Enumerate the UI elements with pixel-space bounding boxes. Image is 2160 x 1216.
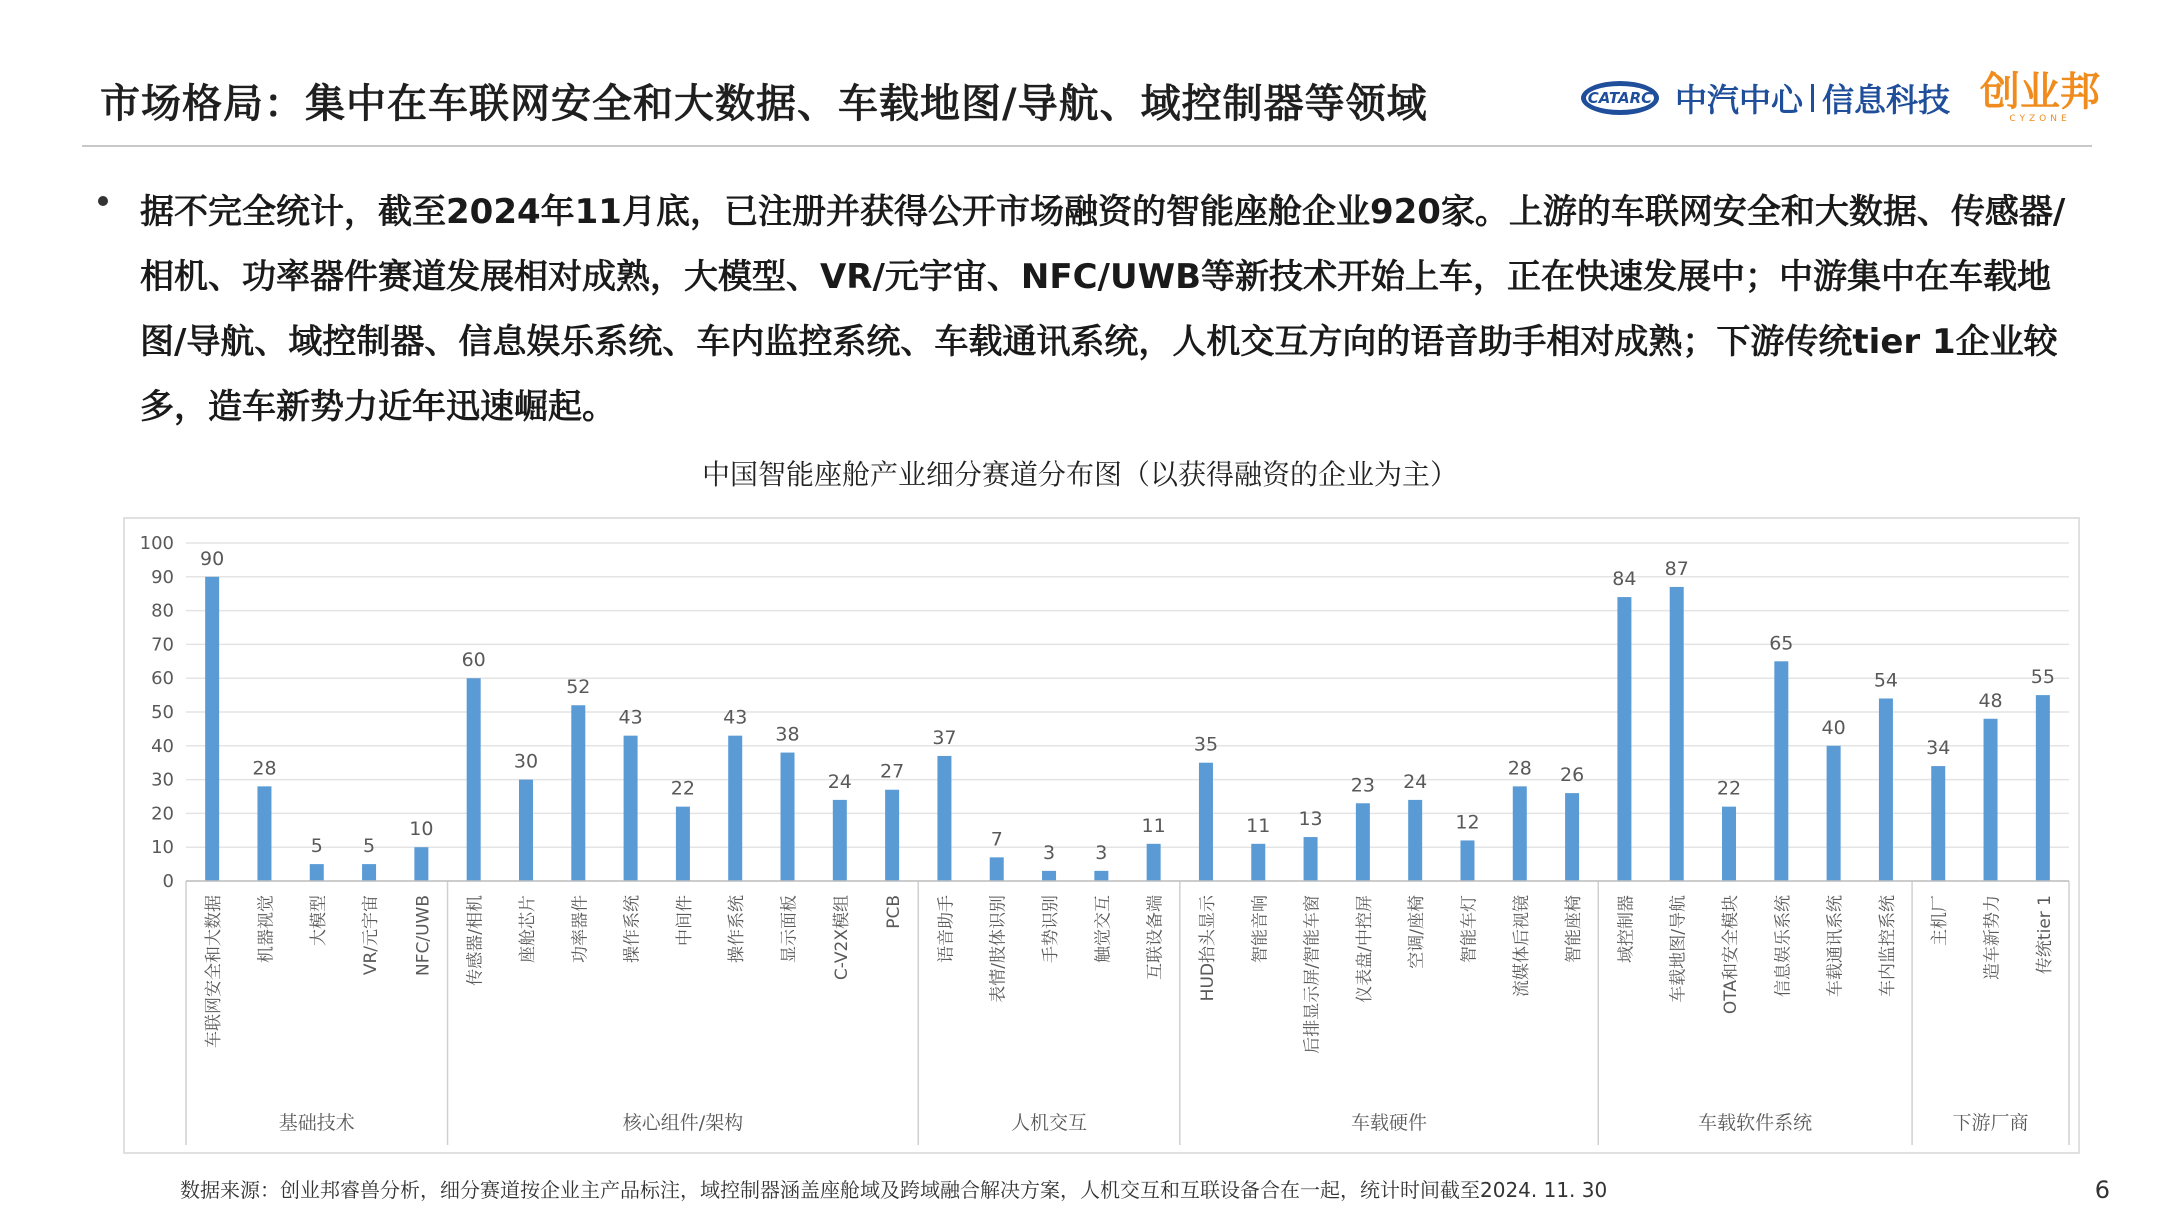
catarc-logo: CATARC [1581,81,1659,115]
data-label: 10 [409,818,434,841]
bar [1931,766,1945,881]
bar [1408,800,1422,881]
category-label: OTA和安全模块 [1721,895,1742,1015]
data-label: 7 [990,828,1003,851]
bar [937,756,951,881]
group-label: 车载硬件 [1351,1112,1428,1134]
data-label: 48 [1978,689,2003,712]
category-label: 机器视觉 [256,895,277,963]
data-label: 60 [461,649,486,672]
bar [571,705,585,881]
category-label: 主机厂 [1930,895,1951,946]
category-label: 功率器件 [570,895,591,963]
category-label: VR/元宇宙 [361,895,382,976]
bar [990,857,1004,881]
data-label: 43 [723,706,748,729]
category-label: HUD抬头显示 [1197,895,1218,1002]
brand-area [1581,70,2100,126]
bar [1722,807,1736,881]
page-number: 6 [2094,1176,2110,1204]
category-label: 信息娱乐系统 [1773,895,1794,997]
data-label: 43 [618,706,643,729]
category-label: 座舱芯片 [517,895,538,963]
summary-paragraph: 据不完全统计，截至2024年11月底，已注册并获得公开市场融资的智能座舱企业920家。上游的车联网安全和大数据、传感器/相机、功率器件赛道发展相对成熟，大模型、VR/元宇宙、NFC/UWB等新技术开始上车，正在快速发展中；中游集中在车载地图/导航、域控制器、信息娱乐系统、车内监控系统、车载通讯系统，人机交互方向的语音助手相对成熟；下游传统tier 1企业较多，造车新势力近年迅速崛起。 [140,192,2066,427]
category-label: 后排显示屏/智能车窗 [1302,895,1323,1054]
brand-en: CYZONE [2009,114,2071,124]
category-label: 仪表盘/中控屏 [1354,895,1375,1003]
bar [310,864,324,881]
data-label: 22 [670,777,695,800]
category-label: 车联网安全和大数据 [204,895,225,1048]
bar [728,736,742,881]
y-tick-label: 20 [151,803,174,825]
category-label: 操作系统 [622,895,643,963]
bar [257,786,271,881]
bar [205,577,219,881]
data-label: 12 [1455,811,1480,834]
group-label: 下游厂商 [1952,1112,2029,1134]
page-title: 市场格局：集中在车联网安全和大数据、车载地图/导航、域控制器等领域 [100,81,1428,127]
y-tick-label: 50 [151,702,174,723]
bar [414,847,428,881]
bar [1042,871,1056,881]
header-divider [82,145,2092,147]
y-tick-label: 90 [151,566,174,588]
data-label: 90 [200,547,225,570]
bar [1827,746,1841,881]
bar [1774,661,1788,881]
category-label: 车内监控系统 [1877,895,1898,997]
data-label: 24 [1403,770,1428,793]
chart-title: 中国智能座舱产业细分赛道分布图（以获得融资的企业为主） [701,458,1458,491]
category-label: 语音助手 [936,895,957,963]
y-tick-label: 60 [151,668,174,690]
category-label: 造车新势力 [1982,895,2003,980]
data-label: 87 [1664,557,1689,580]
group-label: 基础技术 [278,1112,355,1134]
bar [467,678,481,881]
category-label: 互联设备端 [1145,895,1166,980]
data-label: 11 [1246,814,1271,837]
category-label: 车载地图/导航 [1668,895,1689,1003]
category-label: 显示面板 [779,895,800,963]
bar [1094,871,1108,881]
category-label: PCB [884,895,905,929]
data-label: 37 [932,726,957,749]
data-label: 11 [1141,814,1166,837]
bar [1565,793,1579,881]
bar [1984,719,1998,881]
brand-name: 创业邦 [1980,69,2100,115]
y-tick-label: 100 [139,533,174,554]
bar [885,790,899,881]
bar [833,800,847,881]
bar [676,807,690,881]
bar [1304,837,1318,881]
group-label: 车载软件系统 [1698,1112,1813,1134]
data-label: 13 [1298,808,1323,831]
org-name: 中汽中心 [1674,81,1803,119]
category-label: 手势识别 [1041,895,1062,963]
org-subtitle: 信息科技 [1821,81,1950,119]
y-tick-label: 40 [151,735,174,757]
category-label: 域控制器 [1616,895,1637,963]
category-label: NFC/UWB [413,895,434,977]
category-label: 智能座椅 [1564,895,1585,963]
bar [1879,698,1893,881]
bar [781,753,795,881]
bar [1356,803,1370,881]
data-label: 26 [1560,764,1585,787]
category-label: 传感器/相机 [465,895,486,986]
data-label: 30 [513,750,539,773]
cyzone-logo [1980,69,2100,124]
bullet-dot [98,196,108,206]
org-separator [1811,84,1814,112]
bar [362,864,376,881]
data-label: 84 [1612,568,1637,591]
data-label: 55 [2030,666,2055,689]
y-tick-label: 70 [151,634,174,656]
data-label: 3 [1095,841,1108,864]
category-label: 车载通讯系统 [1825,895,1846,997]
data-label: 28 [252,757,277,780]
data-label: 28 [1507,757,1532,780]
data-label: 65 [1769,632,1794,655]
bar [1513,786,1527,881]
category-label: 中间件 [674,895,695,946]
bar [1460,840,1474,881]
bar [1617,597,1631,881]
category-label: 传统tier 1 [2034,895,2055,975]
data-label: 54 [1873,669,1899,692]
data-label: 35 [1193,733,1219,756]
bar [519,780,533,881]
category-label: C-V2X模组 [831,895,852,981]
data-label: 52 [566,676,591,699]
category-label: 表情/肢体识别 [988,895,1009,1003]
bar [1147,844,1161,881]
data-label: 22 [1716,777,1742,800]
bar-chart [125,519,2078,1152]
data-label: 38 [775,723,800,746]
chart-frame [123,517,2080,1154]
y-tick-label: 80 [151,600,174,622]
data-label: 5 [363,835,376,858]
y-tick-label: 10 [151,837,174,859]
data-label: 23 [1350,774,1375,797]
data-label: 40 [1821,716,1846,739]
source-note: 数据来源：创业邦睿兽分析，细分赛道按企业主产品标注，域控制器涵盖座舱域及跨域融合解决方案，人机交互和互联设备合在一起，统计时间截至2024. 11. 30 [180,1178,1608,1202]
category-label: 空调/座椅 [1407,895,1428,969]
category-label: 操作系统 [727,895,748,963]
data-label: 24 [827,770,852,793]
category-label: 智能车灯 [1459,895,1480,963]
bar [1251,844,1265,881]
group-label: 核心组件/架构 [622,1112,744,1134]
category-label: 触觉交互 [1093,895,1114,963]
bar [2036,695,2050,881]
data-label: 27 [880,760,905,783]
data-label: 34 [1926,737,1951,760]
y-tick-label: 30 [151,769,174,791]
data-label: 5 [310,835,323,858]
y-tick-label: 0 [162,871,174,892]
category-label: 大模型 [308,895,329,946]
category-label: 智能音响 [1250,895,1271,963]
data-label: 3 [1042,841,1056,864]
bar [1199,763,1213,881]
group-label: 人机交互 [1011,1112,1088,1134]
category-label: 流媒体后视镜 [1511,895,1532,997]
bar [1670,587,1684,881]
bar [624,736,638,881]
